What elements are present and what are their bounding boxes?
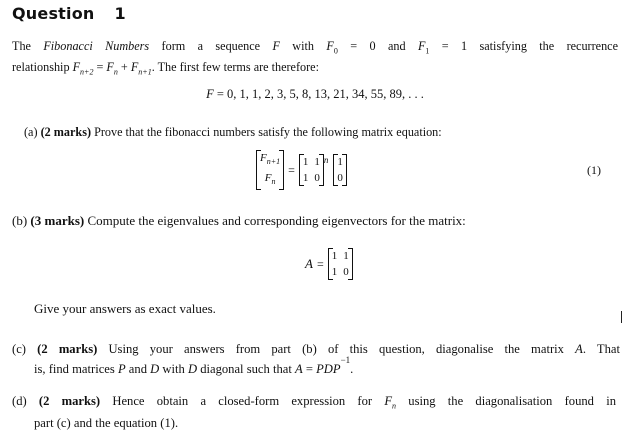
fib-vector (256, 150, 284, 190)
recurrence-subscript: n+1 (138, 67, 152, 77)
matrix-a-symbol: A (305, 256, 313, 271)
part-c (12, 341, 620, 377)
vector-entry: 0 (337, 172, 343, 184)
question-number: 1 (114, 4, 126, 23)
part-d-text: using the diagonalisation found in (396, 394, 616, 408)
part-d-text: part (34, 415, 57, 430)
fn-subscript: n (392, 401, 397, 411)
matrix-a (328, 248, 353, 280)
question-heading (12, 4, 126, 23)
recurrence-subscript: n (113, 67, 118, 77)
part-b-reference: (b) (302, 342, 317, 356)
part-b-marks: (3 marks) (30, 213, 85, 228)
part-d-line-1 (12, 393, 616, 415)
sequence-symbol: F (206, 87, 214, 101)
fibonacci-term: Fibonacci Numbers (43, 39, 150, 53)
part-c-text: with (159, 362, 188, 377)
matrix-d-symbol: D (187, 362, 198, 377)
part-a-label: (a) (24, 125, 38, 139)
f1-subscript: 1 (425, 46, 430, 56)
matrix-a-equation (305, 244, 353, 284)
recurrence-symbol: F (72, 60, 81, 75)
f0-symbol: F (326, 39, 334, 53)
matrix-entry: 1 (331, 266, 338, 278)
matrix-d-symbol: D (150, 362, 160, 377)
intro-line-1 (12, 38, 618, 59)
matrix-entry: 1 (343, 250, 349, 262)
equals-sign: = (288, 162, 295, 177)
matrix-entry: 1 (302, 156, 309, 168)
intro-text: + (117, 60, 131, 75)
part-d-text: and the equation (70, 415, 161, 430)
sequence-line (0, 87, 630, 102)
fn-symbol: F (384, 394, 393, 408)
recurrence-symbol: F (130, 60, 139, 75)
matrix-a-symbol: A (575, 342, 583, 356)
part-c-marks: (2 marks) (37, 342, 98, 356)
part-c-text: of this question, diagonalise the matrix (316, 342, 576, 356)
matrix-entry: 1 (314, 156, 320, 168)
part-c-label: (c) (12, 342, 26, 356)
part-c-text: diagonal such that (197, 362, 295, 377)
part-a (24, 124, 614, 140)
equation-number: (1) (587, 163, 601, 177)
part-a-marks: (2 marks) (40, 125, 92, 139)
fib-matrix (299, 154, 324, 186)
vector-entry: F (264, 172, 272, 184)
part-c-text: = (302, 362, 317, 377)
recurrence-symbol: F (106, 60, 114, 75)
matrix-a-symbol: A (294, 362, 303, 377)
intro-text: relationship (12, 60, 73, 75)
part-d-label: (d) (12, 394, 27, 408)
matrix-entry: 0 (314, 172, 320, 184)
intro-text: . The first few terms are therefore: (151, 60, 319, 75)
sequence-symbol: F (272, 39, 280, 53)
intro-text: The (12, 39, 44, 53)
intro-paragraph (12, 38, 618, 81)
part-d (12, 393, 616, 431)
intro-text: with (279, 39, 327, 53)
part-c-text: . (350, 362, 354, 377)
give-answers-note: Give your answers as exact values. (34, 301, 216, 316)
part-c-reference: (c) (56, 415, 71, 430)
intro-text: form a sequence (149, 39, 273, 53)
part-b-text: Compute the eigenvalues and corresponding eigenvectors for the matrix: (84, 213, 466, 228)
part-c-text: Using your answers from part (97, 342, 303, 356)
part-c-text: and (125, 362, 151, 377)
recurrence-subscript: n+2 (80, 67, 94, 77)
part-d-text: . (174, 415, 179, 430)
vector-entry: F (260, 151, 267, 164)
part-d-line-2 (12, 415, 616, 431)
matrix-entry: 1 (302, 172, 309, 184)
intro-line-2 (12, 59, 618, 80)
part-d-text: Hence obtain a closed-form expression for (100, 394, 385, 408)
part-c-text: . That (582, 342, 620, 356)
matrix-entry: 1 (331, 250, 338, 262)
part-c-text: is, find matrices (34, 362, 118, 377)
pdp-expression: PDP (316, 362, 341, 377)
margin-mark (621, 311, 622, 323)
part-b (12, 213, 622, 229)
matrix-entry: 0 (343, 266, 349, 278)
inverse-exponent: −1 (340, 355, 351, 365)
matrix-power: n (323, 155, 329, 165)
vector-entry: 1 (337, 156, 343, 168)
intro-text: = (93, 60, 107, 75)
question-title: Question (12, 4, 95, 23)
vector-subscript: n+1 (266, 157, 281, 166)
f0-subscript: 0 (333, 46, 338, 56)
intro-text: = 1 satisfying the recurrence (429, 39, 618, 53)
initial-vector (333, 154, 347, 186)
f1-symbol: F (417, 39, 426, 53)
part-c-line-2 (12, 357, 620, 377)
part-a-text: Prove that the fibonacci numbers satisfy the following matrix equation: (91, 125, 442, 139)
equals-sign: = (316, 256, 324, 271)
part-b-label: (b) (12, 213, 28, 228)
part-d-marks: (2 marks) (38, 394, 101, 408)
matrix-equation-1 (256, 150, 347, 190)
matrix-p-symbol: P (117, 362, 126, 377)
intro-text: = 0 and (337, 39, 418, 53)
equation-1-reference: (1) (160, 415, 175, 430)
part-c-line-1 (12, 341, 620, 357)
sequence-terms: = 0, 1, 1, 2, 3, 5, 8, 13, 21, 34, 55, 89, . . . (213, 87, 424, 101)
vector-subscript: n (271, 177, 276, 187)
